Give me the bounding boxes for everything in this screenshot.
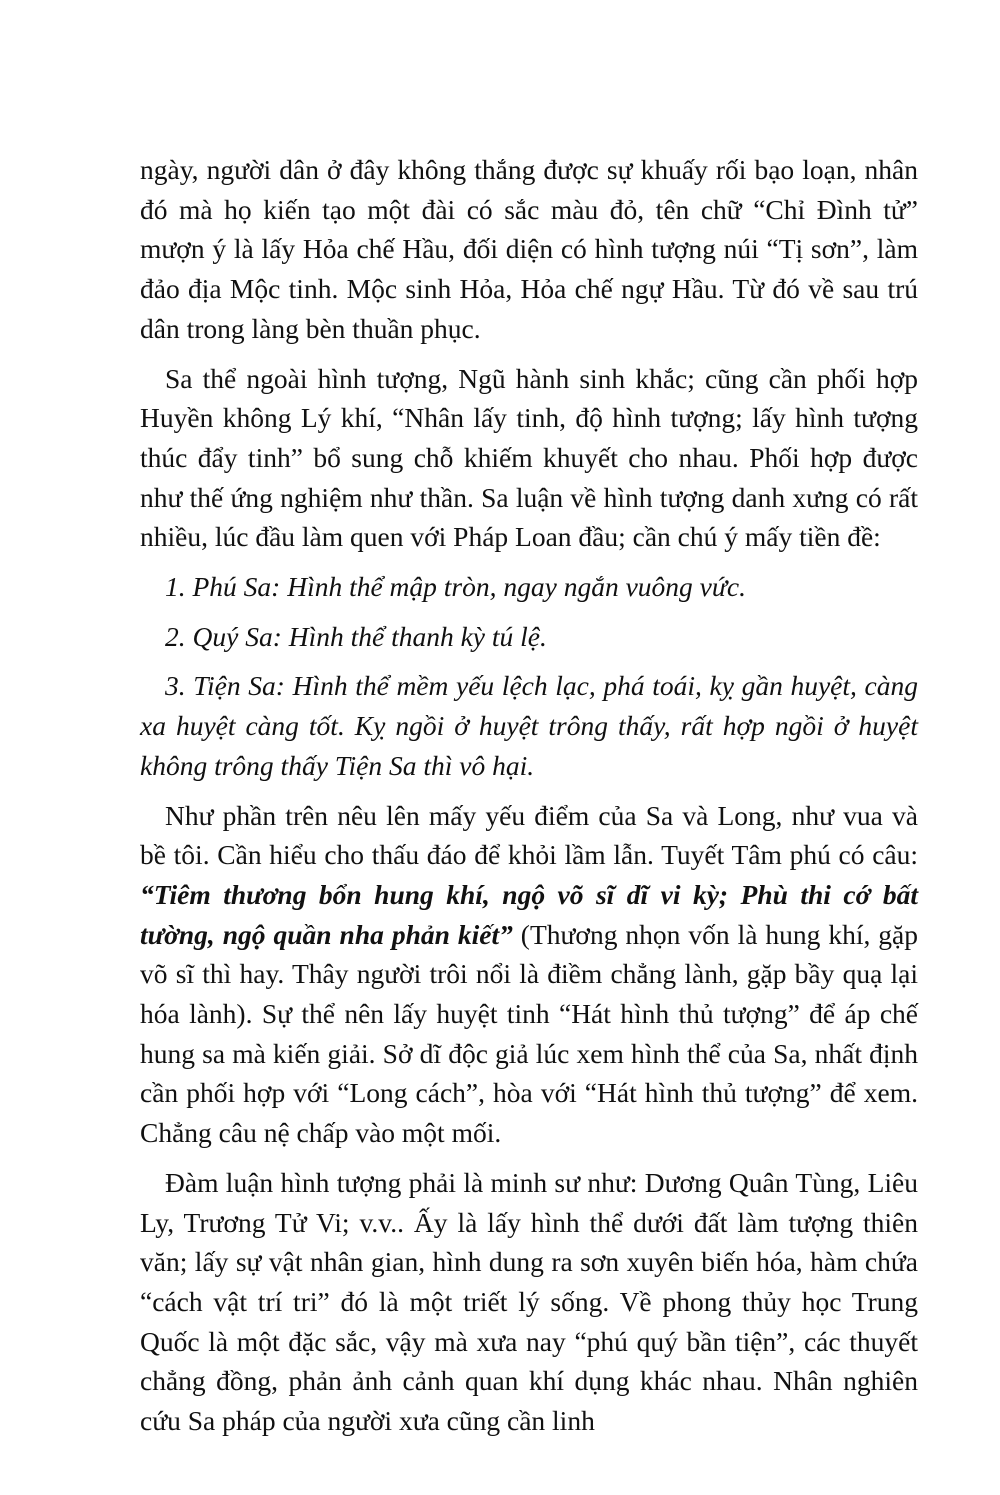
quoted-verse: “Tiêm thương bổn hung khí, ngộ võ sĩ dĩ vi kỳ; Phù thi cớ bất tường, ngộ quần nha phản kiết” xyxy=(140,878,918,950)
paragraph-text: Như phần trên nêu lên mấy yếu điểm của Sa và Long, như vua và bề tôi. Cần hiểu cho thấu đáo để khỏi lầm lẫn. Tuyết Tâm phú có câu: xyxy=(140,799,918,871)
paragraph: Sa thể ngoài hình tượng, Ngũ hành sinh khắc; cũng cần phối hợp Huyền không Lý khí, “Nhân lấy tinh, độ hình tượng; lấy hình tượng thúc đẩy tinh” bổ sung chỗ khiếm khuyết cho nhau. Phối hợp được như thế ứng nghiệm như thần. Sa luận về hình tượng danh xưng có rất nhiều, lúc đầu làm quen với Pháp Loan đầu; cần chú ý mấy tiền đề: xyxy=(140,362,918,553)
paragraph: Đàm luận hình tượng phải là minh sư như: Dương Quân Tùng, Liêu Ly, Trương Tử Vi; v.v.. Ấy là lấy hình thể dưới đất làm tượng thiên văn; lấy sự vật nhân gian, hình dung ra sơn xuyên biến hóa, hàm chứa “cách vật trí tri” đó là một triết lý sống. Về phong thủy học Trung Quốc là một đặc sắc, vậy mà xưa nay “phú quý bần tiện”, các thuyết chẳng đồng, phản ảnh cảnh quan khí dụng khác nhau. Nhân nghiên cứu Sa pháp của người xưa cũng cần linh xyxy=(140,1166,918,1437)
list-item-phu-sa: 1. Phú Sa: Hình thể mập tròn, ngay ngắn vuông vức. xyxy=(165,571,746,603)
paragraph-continued: ngày, người dân ở đây không thắng được sự khuấy rối bạo loạn, nhân đó mà họ kiến tạo một đài có sắc màu đỏ, tên chữ “Chỉ Đình tử” mượn ý là lấy Hỏa chế Hầu, đối diện có hình tượng núi “Tị sơn”, làm đảo địa Mộc tinh. Mộc sinh Hỏa, Hỏa chế ngự Hầu. Từ đó về sau trú dân trong làng bèn thuần phục. xyxy=(140,154,918,344)
paragraph-text: (Thương nhọn vốn là hung khí, gặp võ sĩ thì hay. Thây người trôi nổi là điềm chẳng lành, gặp bầy quạ lại hóa lành). Sự thể nên lấy huyệt tinh “Hát hình thủ tượng” để áp chế hung sa mà kiến giải. Sở dĩ độc giả lúc xem hình thể của Sa, nhất định cần phối hợp với “Long cách”, hòa với “Hát hình thủ tượng” để xem. Chẳng câu nệ chấp vào một mối. xyxy=(140,918,918,1149)
list-item-tien-sa: 3. Tiện Sa: Hình thể mềm yếu lệch lạc, phá toái, kỵ gần huyệt, càng xa huyệt càng tốt. Kỵ ngồi ở huyệt trông thấy, rất hợp ngồi ở huyệt không trông thấy Tiện Sa thì vô hại. xyxy=(140,670,918,781)
paragraph-with-quote xyxy=(140,796,918,1153)
page-body-text xyxy=(140,150,918,1451)
list-item-quy-sa: 2. Quý Sa: Hình thể thanh kỳ tú lệ. xyxy=(165,620,547,652)
